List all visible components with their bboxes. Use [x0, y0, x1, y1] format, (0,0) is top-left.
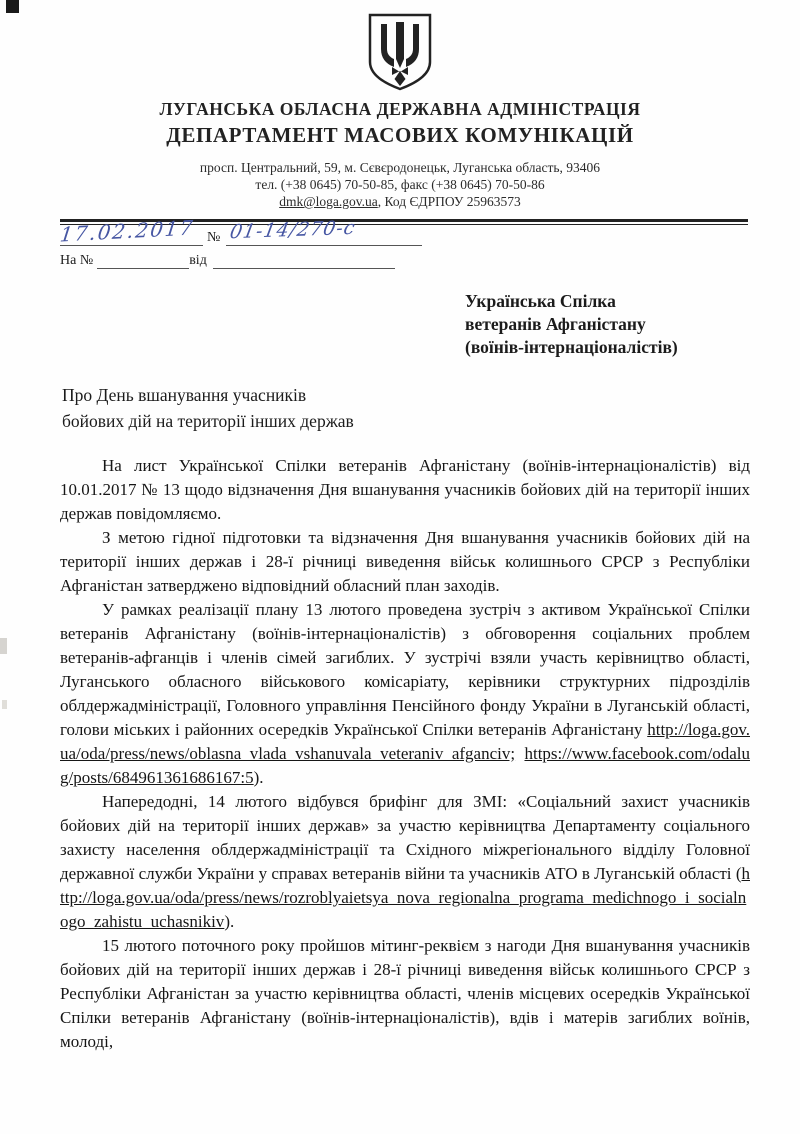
address-line: просп. Центральний, 59, м. Сєвєродонецьк, Луганська область, 93406 [199, 160, 601, 175]
link-regionalna-programa: http://loga.gov.ua/oda/press/news/rozroblyaietsya_nova_regionalna_programa_medichnogo_i_socialnogo_zahistu_uchasnikiv [60, 864, 750, 931]
tryzub-emblem [0, 0, 800, 92]
paragraph-5: 15 лютого поточного року пройшов мітинг-реквієм з нагоди Дня вшанування учасників бойових дій на території інших держав і 28-ї річниці виведення військ колишнього СРСР з Республіки Афганістан за участю керівництва області, членів місцевих осередків Української Спілки ветеранів Афганістану (воїнів-інтернаціоналістів), вдів і матерів загиблих воїнів, молоді, [60, 936, 750, 1051]
recipient-line-3: (воїнів-інтернаціоналістів) [465, 337, 678, 357]
subject-block [62, 382, 800, 434]
organization-name: ЛУГАНСЬКА ОБЛАСНА ДЕРЖАВНА АДМІНІСТРАЦІЯ [159, 99, 641, 119]
scan-artifact-edge-2 [2, 700, 7, 709]
edrpou-code: , Код ЄДРПОУ 25963573 [377, 194, 521, 209]
paragraph-4 [60, 790, 750, 934]
paragraph-3 [60, 598, 750, 790]
link-oblasna-vlada: http://loga.gov.ua/oda/press/news/oblasna_vlada_vshanuvala_veteraniv_afganciv; [60, 720, 750, 763]
email-code-line [0, 193, 800, 210]
paragraph-1: На лист Української Спілки ветеранів Афганістану (воїнів-інтернаціоналістів) від 10.01.2017 № 13 щодо відзначення Дня вшанування учасників бойових дій на території інших держав повідомляємо. [60, 456, 750, 523]
handwritten-number: 01-14/270-с [228, 216, 358, 244]
recipient-line-1: Українська Спілка [465, 291, 616, 311]
paragraph-4-paren: ( [735, 864, 742, 883]
from-date-field [213, 250, 395, 269]
paragraph-2: З метою гідної підготовки та відзначення Дня вшанування учасників бойових дій на території інших держав і 28-ї річниці виведення військ колишнього СРСР з Республіки Афганістан затверджено відповідний обласний план заходів. [60, 528, 750, 595]
handwritten-date: 17.02.2017 [58, 215, 196, 247]
scan-artifact-edge [0, 638, 7, 654]
paragraph-3-tail: ). [253, 768, 264, 787]
subject-line-2: бойових дій на території інших держав [62, 411, 354, 431]
email-address: dmk@loga.gov.ua [279, 194, 378, 209]
reference-row-1 [58, 215, 748, 247]
letter-body [60, 454, 750, 1054]
link-facebook-post: https://www.facebook.com/odalug/posts/684961361686167:5 [60, 744, 750, 787]
paragraph-4-text: Напередодні, 14 лютого відбувся брифінг для ЗМІ: «Соціальний захист учасників бойових дій на території інших держав» за участю керівництва Департаменту соціального захисту населення облдержадміністрації та Східного міжрегіонального відділу Головної державної служби України у справах ветеранів війни та учасників АТО в Луганській області [60, 792, 750, 883]
paragraph-3-text: У рамках реалізації плану 13 лютого проведена зустріч з активом Української Спілки ветеранів Афганістану (воїнів-інтернаціоналістів) з обговорення соціальних проблем ветеранів-афганців і членів сімей загиблих. У зустрічі взяли участь керівництво області, Луганського обласного військового комісаріату, керівники структурних підрозділів облдержадміністрації, Головного управління Пенсійного фонду України в Луганській області, голови міських і районних осередків Української Спілки ветеранів Афганістану [60, 600, 750, 739]
letterhead [0, 0, 800, 210]
reference-fields [58, 215, 748, 269]
reference-row-2 [60, 250, 748, 269]
department-name: ДЕПАРТАМЕНТ МАСОВИХ КОМУНІКАЦІЙ [166, 123, 634, 147]
recipient-line-2: ветеранів Афганістану [465, 314, 646, 334]
from-label: від [189, 253, 207, 268]
recipient-block [465, 290, 800, 359]
date-field [58, 215, 203, 247]
paragraph-4-tail: ). [224, 912, 235, 931]
number-label: № [207, 230, 221, 245]
on-number-label: На № [60, 253, 94, 268]
number-field [226, 216, 422, 246]
on-number-field [97, 250, 189, 269]
phone-line: тел. (+38 0645) 70-50-85, факс (+38 0645) 70-50-86 [255, 177, 545, 192]
address-block [0, 159, 800, 210]
scan-artifact-corner [6, 0, 19, 13]
subject-line-1: Про День вшанування учасників [62, 385, 307, 405]
